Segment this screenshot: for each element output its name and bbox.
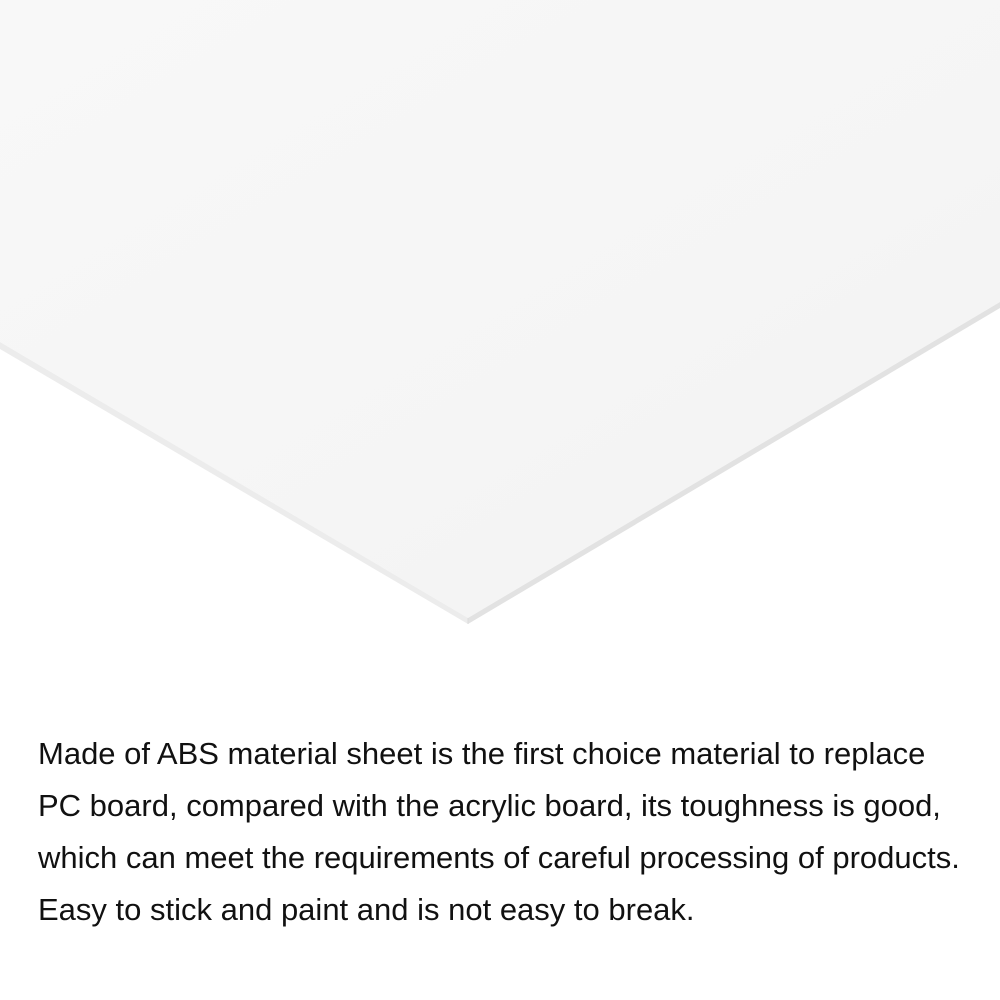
product-description — [38, 728, 988, 936]
description-line-3: which can meet the requirements of careful processing of products. — [38, 840, 960, 875]
description-line-4: Easy to stick and paint and is not easy to break. — [38, 892, 695, 927]
description-line-2: PC board, compared with the acrylic board, its toughness is good, — [38, 788, 941, 823]
description-line-1: Made of ABS material sheet is the first choice material to replace — [38, 736, 926, 771]
